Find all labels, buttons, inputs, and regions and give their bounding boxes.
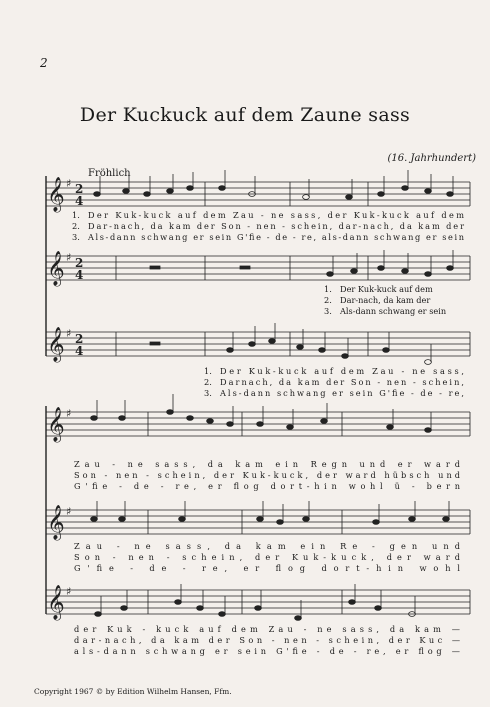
treble-clef-icon: 𝄞 [47,585,65,620]
svg-text:Dar-nach, da kam der Son - nen: Dar-nach, da kam der Son - nen - schein, dar-nach, da kam der [88,221,464,231]
time-signature [75,182,83,358]
svg-text:der Kuk - kuck auf dem Zau - n: der Kuk - kuck auf dem Zau - ne sass, da kam — [74,624,460,634]
treble-clef-icon: 𝄞 [47,177,65,212]
song-title: Der Kuckuck auf dem Zaune sass [79,104,411,126]
svg-text:Der Kuk-kuck auf dem: Der Kuk-kuck auf dem [340,284,433,294]
svg-text:G'fie - de - re, er flog dort-: G'fie - de - re, er flog dort-hin wohl ü - bern [74,481,460,491]
sharp-icon: ♯ [66,407,72,420]
svg-text:Der Kuk-kuck auf dem Zau - ne: Der Kuk-kuck auf dem Zau - ne sass, der Kuk-kuck auf dem [88,210,464,220]
lyrics-system2-voice3 [74,624,460,656]
treble-clef-icon: 𝄞 [47,327,65,362]
tempo-marking: Fröhlich [88,168,131,179]
svg-text:1.: 1. [204,366,212,376]
treble-clef-icon: 𝄞 [47,251,65,286]
svg-text:4: 4 [75,194,84,208]
treble-clef-icon: 𝄞 [47,407,65,442]
svg-text:Son - nen - schein, der Kuk-ku: Son - nen - schein, der Kuk-kuck, der ward [74,552,461,562]
svg-text:3.: 3. [324,306,332,316]
svg-text:1.: 1. [324,284,332,294]
svg-text:Der Kuk-kuck auf dem Zau - ne: Der Kuk-kuck auf dem Zau - ne sass, [220,366,465,376]
copyright-notice: Copyright 1967 © by Edition Wilhelm Hansen, Ffm. [34,687,232,696]
sharp-icon: ♯ [66,505,72,518]
treble-clef-icon: 𝄞 [47,505,65,540]
sharp-icon: ♯ [66,251,72,264]
svg-text:G'fie - de - re, er flog dort-: G'fie - de - re, er flog dort-hin wohl [74,563,460,573]
svg-text:4: 4 [75,344,84,358]
staff-s1-v3 [46,332,470,356]
svg-text:2.: 2. [72,221,80,231]
svg-text:3.: 3. [72,232,80,242]
svg-text:2: 2 [75,256,84,270]
lyrics-system1-voice2 [324,284,447,316]
lyrics-system2-voice1 [74,459,461,491]
svg-text:4: 4 [75,268,84,282]
svg-text:Zau - ne sass, da kam ein Re -: Zau - ne sass, da kam ein Re - gen und [74,541,460,551]
svg-text:Darnach, da kam der Son - nen: Darnach, da kam der Son - nen - schein, [220,377,464,387]
svg-text:3.: 3. [204,388,212,398]
lyrics-system1-voice3 [204,366,464,398]
svg-text:Als-dann schwang er sein G'fie: Als-dann schwang er sein G'fie - de - re, [220,388,465,398]
svg-text:2: 2 [75,332,84,346]
svg-text:Als-dann schwang er sein: Als-dann schwang er sein [340,306,447,316]
svg-text:1.: 1. [72,210,80,220]
origin-note: (16. Jahrhundert) [387,153,476,164]
staff-s2-v2 [46,510,470,534]
svg-text:Zau - ne sass, da kam ein Regn: Zau - ne sass, da kam ein Regn und er ward [74,459,461,469]
svg-text:2.: 2. [204,377,212,387]
svg-text:als-dann schwang er sein G'fie: als-dann schwang er sein G'fie - de - re, er flog — [74,646,460,656]
svg-text:2.: 2. [324,295,332,305]
svg-text:Dar-nach, da kam der: Dar-nach, da kam der [340,295,431,305]
svg-text:Son - nen - schein, der Kuk-ku: Son - nen - schein, der Kuk-kuck, der ward hübsch und [74,470,461,480]
staff-s1-v2 [46,256,470,280]
page-number: 2 [40,56,48,70]
svg-text:Als-dann schwang er sein G'fie: Als-dann schwang er sein G'fie - de - re, als-dann schwang er sein [88,232,464,242]
sharp-icon: ♯ [66,327,72,340]
sharp-icon: ♯ [66,585,72,598]
svg-text:2: 2 [75,182,84,196]
lyrics-system1-voice1 [72,210,465,242]
sharp-icon: ♯ [66,177,72,190]
svg-text:dar-nach, da kam der Son - nen: dar-nach, da kam der Son - nen - schein, der Kuc — [74,635,460,645]
lyrics-system2-voice2 [74,541,460,573]
